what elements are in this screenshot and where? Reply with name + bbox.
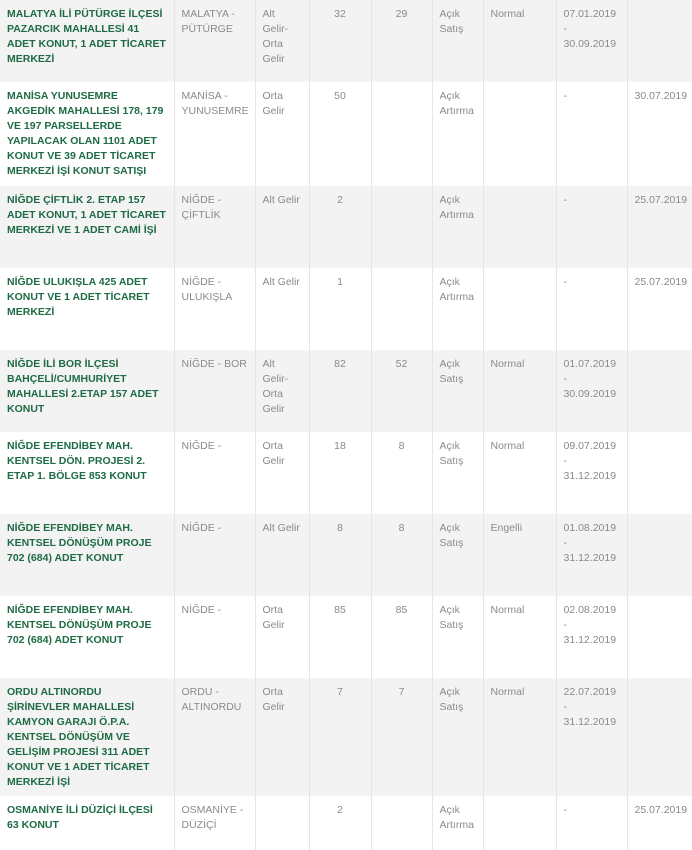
sale-type: Normal xyxy=(483,0,556,82)
available-count xyxy=(371,186,432,268)
unit-count: 7 xyxy=(309,678,371,796)
income-group: Alt Gelir xyxy=(255,268,309,350)
sale-method: Açık Satış xyxy=(432,514,483,596)
sale-type: Normal xyxy=(483,596,556,678)
table-row[interactable] xyxy=(0,82,692,186)
location: NİĞDE - ÇİFTLİK xyxy=(174,186,255,268)
income-group: Orta Gelir xyxy=(255,82,309,186)
sale-method: Açık Artırma xyxy=(432,82,483,186)
table-row[interactable] xyxy=(0,186,692,268)
unit-count: 50 xyxy=(309,82,371,186)
income-group: Alt Gelir xyxy=(255,514,309,596)
location: NİĞDE - xyxy=(174,596,255,678)
income-group: Alt Gelir xyxy=(255,186,309,268)
sale-method: Açık Artırma xyxy=(432,186,483,268)
location: ORDU - ALTINORDU xyxy=(174,678,255,796)
unit-count: 8 xyxy=(309,514,371,596)
sale-method: Açık Satış xyxy=(432,432,483,514)
sale-dates: 02.08.2019 - 31.12.2019 xyxy=(556,596,627,678)
sale-dates: 01.07.2019 - 30.09.2019 xyxy=(556,350,627,432)
available-count xyxy=(371,82,432,186)
auction-date xyxy=(627,596,692,678)
unit-count: 2 xyxy=(309,796,371,850)
unit-count: 32 xyxy=(309,0,371,82)
project-name: MANİSA YUNUSEMRE AKGEDİK MAHALLESİ 178, 179 VE 197 PARSELLERDE YAPILACAK OLAN 1101 ADET KONUT VE 39 ADET TİCARET MERKEZİ İŞİ KONUT SATIŞI xyxy=(0,82,174,186)
sale-dates: 22.07.2019 - 31.12.2019 xyxy=(556,678,627,796)
auction-date xyxy=(627,350,692,432)
sale-type: Normal xyxy=(483,678,556,796)
sale-type xyxy=(483,796,556,850)
available-count: 8 xyxy=(371,514,432,596)
sale-dates: 07.01.2019 - 30.09.2019 xyxy=(556,0,627,82)
sale-dates: 09.07.2019 - 31.12.2019 xyxy=(556,432,627,514)
available-count: 85 xyxy=(371,596,432,678)
income-group: Alt Gelir-Orta Gelir xyxy=(255,0,309,82)
table-row[interactable] xyxy=(0,796,692,850)
income-group: Orta Gelir xyxy=(255,432,309,514)
project-name: NİĞDE İLİ BOR İLÇESİ BAHÇELİ/CUMHURİYET MAHALLESİ 2.ETAP 157 ADET KONUT xyxy=(0,350,174,432)
location: OSMANİYE - DÜZİÇİ xyxy=(174,796,255,850)
auction-date: 25.07.2019 xyxy=(627,186,692,268)
sale-type xyxy=(483,186,556,268)
sale-method: Açık Satış xyxy=(432,350,483,432)
location: NİĞDE - ULUKIŞLA xyxy=(174,268,255,350)
available-count: 29 xyxy=(371,0,432,82)
project-name: NİĞDE EFENDİBEY MAH. KENTSEL DÖNÜŞÜM PROJE 702 (684) ADET KONUT xyxy=(0,596,174,678)
unit-count: 1 xyxy=(309,268,371,350)
table-row[interactable] xyxy=(0,596,692,678)
available-count: 8 xyxy=(371,432,432,514)
table-row[interactable] xyxy=(0,514,692,596)
unit-count: 85 xyxy=(309,596,371,678)
auction-date: 25.07.2019 xyxy=(627,268,692,350)
sale-dates: 01.08.2019 - 31.12.2019 xyxy=(556,514,627,596)
available-count xyxy=(371,268,432,350)
auction-date: 25.07.2019 xyxy=(627,796,692,850)
location: NİĞDE - xyxy=(174,514,255,596)
sale-type xyxy=(483,82,556,186)
unit-count: 82 xyxy=(309,350,371,432)
project-name: ORDU ALTINORDU ŞİRİNEVLER MAHALLESİ KAMYON GARAJI Ö.P.A. KENTSEL DÖNÜŞÜM VE GELİŞİM PROJESİ 311 ADET KONUT VE 1 ADET TİCARET MERKEZİ İŞİ xyxy=(0,678,174,796)
auction-date xyxy=(627,514,692,596)
unit-count: 18 xyxy=(309,432,371,514)
income-group: Alt Gelir-Orta Gelir xyxy=(255,350,309,432)
sale-dates: - xyxy=(556,268,627,350)
project-name: MALATYA İLİ PÜTÜRGE İLÇESİ PAZARCIK MAHALLESİ 41 ADET KONUT, 1 ADET TİCARET MERKEZİ xyxy=(0,0,174,82)
sale-type xyxy=(483,268,556,350)
auction-date xyxy=(627,678,692,796)
sale-method: Açık Artırma xyxy=(432,268,483,350)
sale-dates: - xyxy=(556,186,627,268)
available-count: 7 xyxy=(371,678,432,796)
location: NİĞDE - BOR xyxy=(174,350,255,432)
project-name: NİĞDE EFENDİBEY MAH. KENTSEL DÖN. PROJESİ 2. ETAP 1. BÖLGE 853 KONUT xyxy=(0,432,174,514)
sale-type: Normal xyxy=(483,350,556,432)
project-name: NİĞDE EFENDİBEY MAH. KENTSEL DÖNÜŞÜM PROJE 702 (684) ADET KONUT xyxy=(0,514,174,596)
project-name: NİĞDE ÇİFTLİK 2. ETAP 157 ADET KONUT, 1 ADET TİCARET MERKEZİ VE 1 ADET CAMİ İŞİ xyxy=(0,186,174,268)
sale-type: Normal xyxy=(483,432,556,514)
project-name: OSMANİYE İLİ DÜZİÇİ İLÇESİ 63 KONUT xyxy=(0,796,174,850)
sale-dates: - xyxy=(556,796,627,850)
project-name: NİĞDE ULUKIŞLA 425 ADET KONUT VE 1 ADET TİCARET MERKEZİ xyxy=(0,268,174,350)
auction-date xyxy=(627,432,692,514)
income-group xyxy=(255,796,309,850)
location: MANİSA - YUNUSEMRE xyxy=(174,82,255,186)
location: MALATYA - PÜTÜRGE xyxy=(174,0,255,82)
available-count: 52 xyxy=(371,350,432,432)
table-row[interactable] xyxy=(0,0,692,82)
income-group: Orta Gelir xyxy=(255,678,309,796)
available-count xyxy=(371,796,432,850)
table-row[interactable] xyxy=(0,432,692,514)
table-row[interactable] xyxy=(0,268,692,350)
sale-method: Açık Satış xyxy=(432,0,483,82)
location: NİĞDE - xyxy=(174,432,255,514)
table-row[interactable] xyxy=(0,350,692,432)
sale-method: Açık Artırma xyxy=(432,796,483,850)
auction-date: 30.07.2019 xyxy=(627,82,692,186)
income-group: Orta Gelir xyxy=(255,596,309,678)
table-row[interactable] xyxy=(0,678,692,796)
sale-method: Açık Satış xyxy=(432,678,483,796)
sale-dates: - xyxy=(556,82,627,186)
sale-type: Engelli xyxy=(483,514,556,596)
auction-date xyxy=(627,0,692,82)
sale-method: Açık Satış xyxy=(432,596,483,678)
unit-count: 2 xyxy=(309,186,371,268)
